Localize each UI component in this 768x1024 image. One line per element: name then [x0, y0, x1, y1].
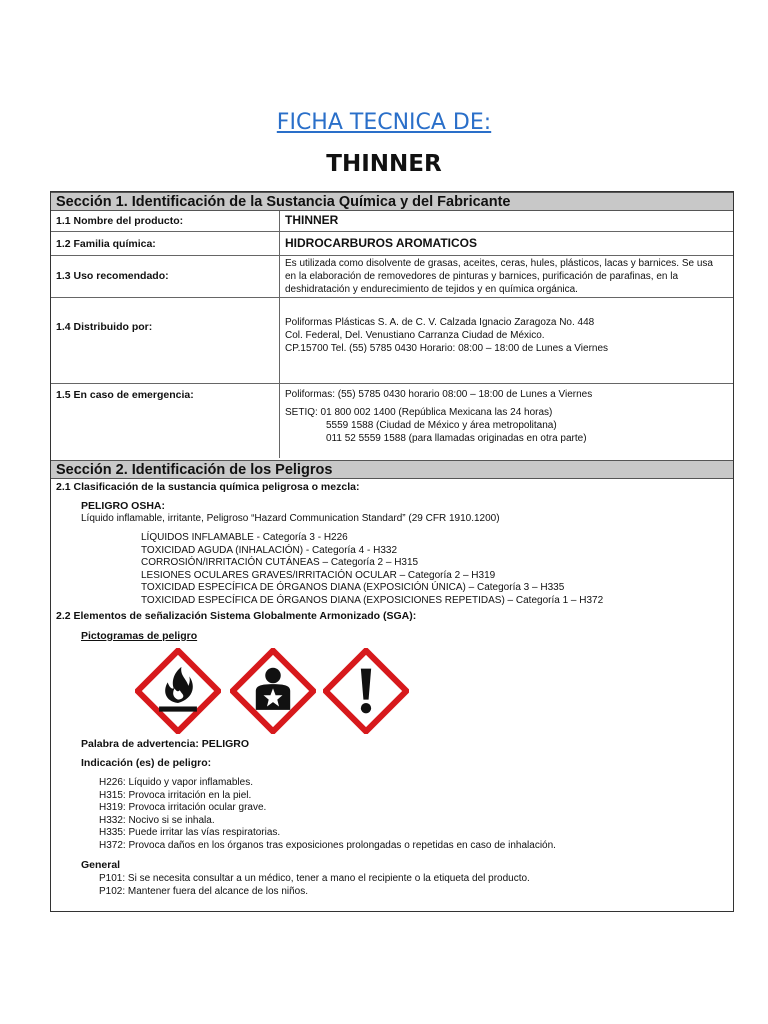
text-line: Poliformas: (55) 5785 0430 horario 08:00 – 18:00 de Lunes a Viernes	[285, 389, 593, 400]
exclamation-icon	[323, 648, 409, 734]
hazard-statement: H372: Provoca daños en los órganos tras exposiciones prolongadas o repetidas en caso de inhalación.	[99, 839, 556, 851]
text-line: Es utilizada como disolvente de grasas, aceites, ceras, hules, plásticos, lacas y barnices. Se usa	[285, 258, 713, 269]
text-line: 011 52 5559 1588 (para llamadas originadas en otra parte)	[326, 433, 587, 444]
row-label: 1.1 Nombre del producto:	[56, 215, 184, 227]
row-label: 1.4 Distribuido por:	[56, 321, 153, 333]
text-line: 5559 1588 (Ciudad de México y área metropolitana)	[326, 420, 557, 431]
classification-item: CORROSIÓN/IRRITACIÓN CUTÁNEAS – Categoría 2 – H315	[141, 557, 419, 569]
safety-data-sheet	[50, 191, 734, 912]
product-name-value: THINNER	[285, 213, 339, 227]
recommended-use-value	[285, 257, 713, 296]
general-statement: P101: Si se necesita consultar a un médico, tener a mano el recipiente o la etiqueta del producto.	[99, 873, 530, 884]
row-product-name	[51, 211, 733, 232]
classification-item: TOXICIDAD ESPECÍFICA DE ÓRGANOS DIANA (EXPOSICIONES REPETIDAS) – Categoría 1 – H372	[141, 594, 604, 606]
row-label: 1.3 Uso recomendado:	[56, 270, 169, 282]
product-title: THINNER	[326, 151, 442, 177]
row-distributor	[51, 298, 733, 384]
hazard-title: Indicación (es) de peligro:	[81, 757, 212, 769]
row-recommended-use	[51, 256, 733, 298]
health-hazard-icon	[230, 648, 316, 734]
text-line: en la elaboración de removedores de pinturas y barnices, purificación de parafinas, en la	[285, 271, 679, 282]
classification-item: TOXICIDAD ESPECÍFICA DE ÓRGANOS DIANA (EXPOSICIÓN ÚNICA) – Categoría 3 – H335	[141, 582, 565, 594]
hazard-statement: H335: Puede irritar las vías respiratorias.	[99, 827, 281, 839]
subsection-2-1: 2.1 Clasificación de la sustancia química peligrosa o mezcla:	[56, 481, 360, 493]
general-statement: P102: Mantener fuera del alcance de los niños.	[99, 885, 309, 897]
classification-item: LÍQUIDOS INFLAMABLE - Categoría 3 - H226	[141, 532, 348, 543]
classification-list	[141, 532, 603, 608]
hazard-statements	[99, 777, 556, 853]
emergency-value	[285, 388, 592, 445]
subsection-2-2: 2.2 Elementos de señalización Sistema Globalmente Armonizado (SGA):	[56, 610, 417, 622]
section1-header: Sección 1. Identificación de la Sustancia Química y del Fabricante	[51, 192, 733, 211]
text-line: Col. Federal, Del. Venustiano Carranza Ciudad de México.	[285, 330, 545, 341]
osha-description: Líquido inflamable, irritante, Peligroso “Hazard Communication Standard” (29 CFR 1910.1200)	[81, 513, 500, 524]
flame-icon	[135, 648, 221, 734]
warning-word: Palabra de advertencia: PELIGRO	[81, 738, 250, 750]
row-label: 1.2 Familia química:	[56, 238, 156, 250]
classification-item: LESIONES OCULARES GRAVES/IRRITACIÓN OCULAR – Categoría 2 – H319	[141, 569, 496, 581]
general-title: General	[81, 859, 121, 871]
hazard-statement: H319: Provoca irritación ocular grave.	[99, 802, 267, 814]
heading: FICHA TECNICA DE:	[276, 110, 492, 135]
text-line: Poliformas Plásticas S. A. de C. V. Calzada Ignacio Zaragoza No. 448	[285, 317, 595, 328]
general-statements	[99, 873, 530, 898]
pictograms-title: Pictogramas de peligro	[81, 630, 198, 642]
distributor-value	[285, 316, 608, 355]
section2-header: Sección 2. Identificación de los Peligros	[51, 460, 733, 479]
text-line: deshidratación y endurecimiento de tejidos y en química orgánica.	[285, 284, 578, 295]
hazard-statement: H315: Provoca irritación en la piel.	[99, 789, 252, 801]
hazard-statement: H226: Líquido y vapor inflamables.	[99, 777, 253, 788]
hazard-statement: H332: Nocivo si se inhala.	[99, 814, 215, 826]
chemical-family-value: HIDROCARBUROS AROMATICOS	[285, 236, 477, 250]
classification-item: TOXICIDAD AGUDA (INHALACIÓN) - Categoría 4 - H332	[141, 544, 398, 556]
row-emergency	[51, 384, 733, 458]
row-label: 1.5 En caso de emergencia:	[56, 389, 194, 401]
text-line: CP.15700 Tel. (55) 5785 0430 Horario: 08:00 – 18:00 de Lunes a Viernes	[285, 343, 609, 354]
osha-title: PELIGRO OSHA:	[81, 500, 166, 512]
row-chemical-family	[51, 232, 733, 256]
text-line: SETIQ: 01 800 002 1400 (República Mexicana las 24 horas)	[285, 407, 553, 418]
